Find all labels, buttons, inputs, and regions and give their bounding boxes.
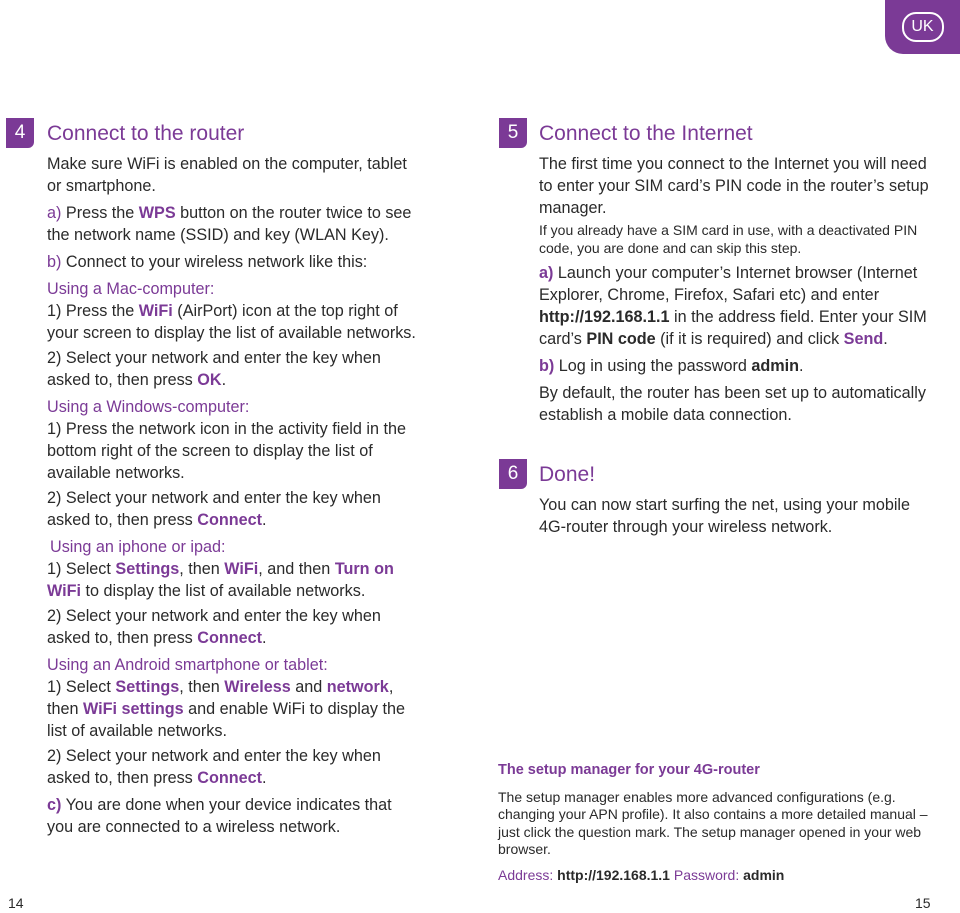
language-badge	[885, 0, 960, 54]
page-number-left: 14	[8, 895, 24, 911]
android-step-2: 2) Select your network and enter the key when asked to, then press Connect.	[47, 747, 381, 787]
android-heading: Using an Android smartphone or tablet:	[47, 656, 328, 674]
step-5a: a) Launch your computer’s Internet browser (Internet Explorer, Chrome, Firefox, Safari etc) and enter http://192.168.1.1 in the address field. Enter your SIM card’s PIN code (if it is required) and click Send.	[539, 264, 927, 348]
step-6-title: Done!	[539, 463, 596, 486]
step-5b: b) Log in using the password admin.	[539, 357, 804, 375]
step-a: a) Press the WPS button on the router twice to see the network name (SSID) and key (WLAN Key).	[47, 204, 412, 244]
windows-step-2: 2) Select your network and enter the key when asked to, then press Connect.	[47, 489, 381, 529]
iphone-step-2: 2) Select your network and enter the key when asked to, then press Connect.	[47, 607, 381, 647]
step-c: c) You are done when your device indicates that you are connected to a wireless network.	[47, 796, 392, 836]
done-text: You can now start surfing the net, using your mobile 4G-router through your wireless network.	[539, 496, 911, 536]
pin-note: If you already have a SIM card in use, with a deactivated PIN code, you are done and can skip this step.	[539, 222, 918, 256]
setup-address: http://192.168.1.1	[557, 866, 670, 883]
iphone-step-1: 1) Select Settings, then WiFi, and then Turn on WiFi to display the list of available networks.	[47, 560, 394, 600]
step-a-marker: a)	[47, 204, 62, 222]
mac-step-2: 2) Select your network and enter the key when asked to, then press OK.	[47, 349, 381, 389]
mac-step-1: 1) Press the WiFi (AirPort) icon at the top right of your screen to display the list of available networks.	[47, 302, 416, 342]
left-column	[47, 153, 417, 838]
step-5-title: Connect to the Internet	[539, 122, 753, 145]
step-c-marker: c)	[47, 796, 62, 814]
setup-manager-box	[498, 762, 938, 884]
auto-connect-note: By default, the router has been set up to automatically establish a mobile data connection.	[539, 384, 926, 424]
windows-step-1: 1) Press the network icon in the activity field in the bottom right of the screen to display the list of available networks.	[47, 420, 407, 482]
windows-heading: Using a Windows-computer:	[47, 398, 250, 416]
internet-intro: The first time you connect to the Internet you will need to enter your SIM card’s PIN code in the router’s setup manager.	[539, 155, 929, 217]
step-6-number: 6	[499, 459, 527, 489]
setup-text: The setup manager enables more advanced configurations (e.g. changing your APN profile). It also contains a more detailed manual – just click the question mark. The setup manager opened in your web browser.	[498, 788, 928, 857]
setup-title: The setup manager for your 4G-router	[498, 762, 760, 778]
intro-text: Make sure WiFi is enabled on the computer, tablet or smartphone.	[47, 155, 407, 195]
language-badge-label: UK	[902, 12, 944, 42]
iphone-heading: Using an iphone or ipad:	[50, 538, 226, 556]
router-url: http://192.168.1.1	[539, 308, 670, 326]
mac-heading: Using a Mac-computer:	[47, 280, 215, 298]
android-step-1: 1) Select Settings, then Wireless and network, then WiFi settings and enable WiFi to display the list of available networks.	[47, 678, 405, 740]
step-b-marker: b)	[47, 253, 62, 271]
step-5-number: 5	[499, 118, 527, 148]
setup-address-line: Address: http://192.168.1.1 Password: admin	[498, 866, 785, 883]
page-number-right: 15	[915, 895, 931, 911]
done-text-block	[539, 494, 934, 538]
step-4-title: Connect to the router	[47, 122, 245, 145]
wps-label: WPS	[138, 204, 176, 222]
step-4-number: 4	[6, 118, 34, 148]
step-b: b) Connect to your wireless network like this:	[47, 253, 368, 271]
right-column	[539, 153, 934, 426]
setup-password: admin	[743, 866, 785, 883]
